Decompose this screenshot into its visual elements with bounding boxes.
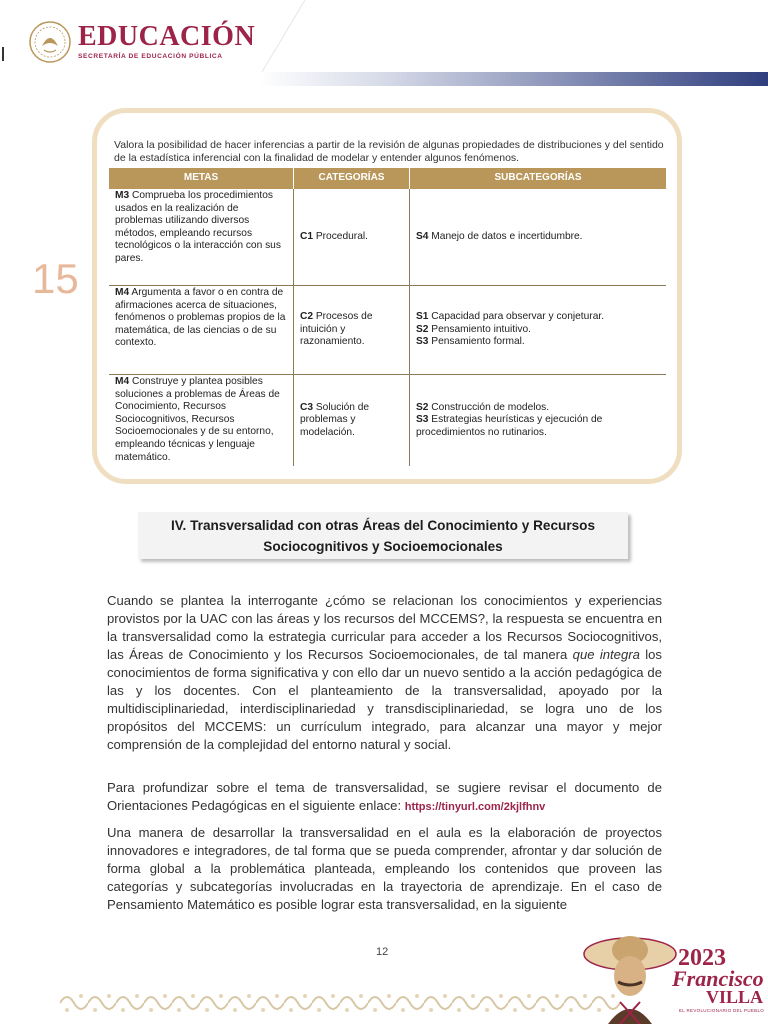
meta-code: M3 bbox=[115, 190, 130, 201]
subcategory-text: Manejo de datos e incertidumbre. bbox=[428, 230, 583, 242]
table-row bbox=[109, 375, 666, 467]
column-header-subcategorias: SUBCATEGORÍAS bbox=[410, 168, 667, 189]
subcategory-cell bbox=[410, 375, 667, 467]
meta-code: M4 bbox=[115, 376, 130, 387]
category-text: Solución de problemas y modelación. bbox=[300, 401, 370, 438]
column-header-categorias: CATEGORÍAS bbox=[294, 168, 410, 189]
intro-text: Valora la posibilidad de hacer inferencias a partir de la revisión de algunas propiedades de distribuciones y del sentido de la estadística inferencial con la finalidad de modelar y entender algunos fenómenos. bbox=[114, 139, 664, 164]
subcategory-code: S2 bbox=[416, 401, 429, 413]
category-code: C3 bbox=[300, 401, 314, 413]
brand-title: EDUCACIÓN bbox=[78, 21, 256, 52]
brand-block bbox=[78, 22, 255, 60]
table-row bbox=[109, 189, 666, 286]
subcategory-code: S1 bbox=[416, 311, 429, 323]
subcategory-item bbox=[416, 324, 660, 337]
category-cell bbox=[294, 189, 410, 286]
subcategory-item bbox=[416, 311, 660, 324]
header-divider bbox=[2, 47, 4, 61]
column-header-metas: METAS bbox=[109, 168, 294, 189]
paragraph-emphasis: que integra bbox=[572, 647, 640, 662]
subcategory-item bbox=[416, 231, 660, 244]
footer-pattern bbox=[60, 988, 620, 1018]
paragraph-text: Para profundizar sobre el tema de transversalidad, se sugiere revisar el documento de Orientaciones Pedagógicas en el siguiente enlace: bbox=[107, 780, 662, 813]
category-text: Procesos de intuición y razonamiento. bbox=[300, 311, 373, 348]
footer-name-first: Francisco bbox=[672, 966, 764, 991]
subcategory-code: S2 bbox=[416, 323, 429, 335]
page-header bbox=[0, 0, 768, 90]
subcategory-code: S3 bbox=[416, 336, 429, 348]
subcategory-code: S4 bbox=[416, 230, 429, 242]
meta-cell bbox=[109, 286, 294, 375]
footer-name-last: VILLA bbox=[706, 987, 764, 1007]
paragraph-text: los conocimientos de forma significativa y con ello dar un nuevo sentido a la acción pedagógica de las y los docentes. Con el planteamiento de la transversalidad, apoyado por la multidisciplinariedad, interdisciplinariedad y transdisciplinariedad, se logra uno de los propósitos del MCCEMS: un currículum integrado, para alcanzar una mayor y mejor comprensión de la complejidad del entorno natural y social. bbox=[107, 647, 662, 752]
category-code: C2 bbox=[300, 311, 314, 323]
subcategory-cell bbox=[410, 286, 667, 375]
subcategory-text: Pensamiento formal. bbox=[428, 336, 525, 348]
meta-cell bbox=[109, 375, 294, 467]
meta-text: Comprueba los procedimientos usados en la realización de problemas utilizando diversos métodos, empleando recursos tecnológicos o la interacción con sus pares. bbox=[115, 190, 281, 264]
subcategory-item bbox=[416, 402, 660, 415]
subcategory-text: Capacidad para observar y conjeturar. bbox=[428, 311, 605, 323]
section-heading-line: IV. Transversalidad con otras Áreas del Conocimiento y Recursos bbox=[170, 518, 596, 533]
subcategory-item bbox=[416, 336, 660, 349]
category-code: C1 bbox=[300, 230, 314, 242]
paragraph: Una manera de desarrollar la transversalidad en el aula es la elaboración de proyectos innovadores e integradores, de tal forma que se pueda comprender, afrontar y dar solución de forma global a la problemática planteada, empleando los contenidos que proveen las categorías y subcategorías involucradas en la trayectoria de aprendizaje. En el caso de Pensamiento Matemático es posible lograr esta transversalidad, en la siguiente bbox=[107, 825, 662, 912]
side-page-number: 15 bbox=[32, 255, 79, 302]
meta-text: Argumenta a favor o en contra de afirmaciones acerca de situaciones, fenómenos o problemas propios de la matemática, de las ciencias o de su contexto. bbox=[115, 287, 286, 349]
orientaciones-link[interactable]: https://tinyurl.com/2kjlfhnv bbox=[404, 801, 546, 813]
paragraph bbox=[107, 779, 662, 816]
subcategory-text: Estrategias heurísticas y ejecución de procedimientos no rutinarios. bbox=[416, 414, 603, 438]
category-text: Procedural. bbox=[313, 230, 368, 242]
paragraph bbox=[107, 592, 662, 754]
subcategory-item bbox=[416, 414, 660, 439]
subcategory-code: S3 bbox=[416, 414, 429, 426]
page-number: 12 bbox=[376, 946, 389, 958]
paragraph-text: Cuando se plantea la interrogante ¿cómo se relacionan los conocimientos y experiencias provistos por la UAC con las áreas y los recursos del MCCEMS?, la respuesta se encuentra en la transversalidad como la estrategia curricular para acceder a los Recursos Sociocognitivos, las Áreas de Conocimiento y los Recursos Socioemocionales, de tal manera bbox=[107, 593, 662, 662]
section-heading bbox=[138, 512, 628, 559]
subcategory-text: Pensamiento intuitivo. bbox=[428, 323, 531, 335]
footer-year: 2023 bbox=[678, 945, 726, 971]
meta-cell bbox=[109, 189, 294, 286]
categories-table bbox=[109, 168, 666, 466]
section-heading-line: Sociocognitivos y Socioemocionales bbox=[263, 539, 503, 554]
subcategory-cell bbox=[410, 189, 667, 286]
category-cell bbox=[294, 375, 410, 467]
meta-text: Construye y plantea posibles soluciones a problemas de Áreas de Conocimiento, Recursos Sociocognitivos, Recursos Socioemocionales y de su entorno, empleando técnicas y lenguaje matemático. bbox=[115, 376, 280, 463]
national-seal-icon bbox=[28, 20, 72, 64]
category-cell bbox=[294, 286, 410, 375]
meta-code: M4 bbox=[115, 287, 130, 298]
table-header-row bbox=[109, 168, 666, 189]
brand-subtitle: SECRETARÍA DE EDUCACIÓN PÚBLICA bbox=[78, 53, 223, 60]
footer-tagline: EL REVOLUCIONARIO DEL PUEBLO bbox=[679, 1008, 765, 1013]
subcategory-text: Construcción de modelos. bbox=[428, 401, 550, 413]
table-row bbox=[109, 286, 666, 375]
